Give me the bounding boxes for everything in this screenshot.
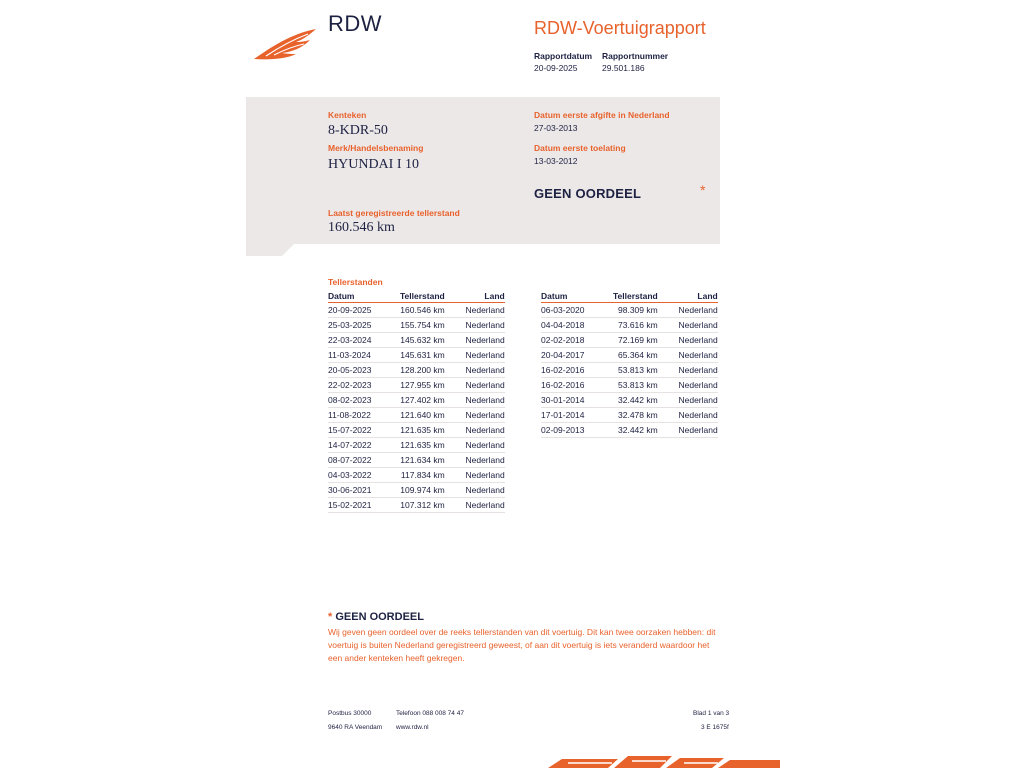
footer-stripes-icon [548, 754, 780, 768]
plate-value: 8-KDR-50 [328, 123, 388, 138]
cell-country: Nederland [658, 303, 718, 318]
table-row [328, 348, 505, 363]
cell-country: Nederland [445, 408, 505, 423]
cell-date: 16-02-2016 [541, 363, 613, 378]
cell-date: 20-09-2025 [328, 303, 400, 318]
table-row [328, 393, 505, 408]
cell-date: 06-03-2020 [541, 303, 613, 318]
cell-date: 11-08-2022 [328, 408, 400, 423]
report-date-value: 20-09-2025 [534, 63, 578, 73]
table-header-row [541, 290, 718, 303]
readings-table-right [541, 290, 718, 438]
readings-title: Tellerstanden [328, 277, 383, 287]
footnote-asterisk: * [328, 611, 333, 623]
table-row [328, 423, 505, 438]
cell-date: 16-02-2016 [541, 378, 613, 393]
cell-date: 20-05-2023 [328, 363, 400, 378]
report-title: RDW-Voertuigrapport [534, 18, 706, 38]
cell-odometer: 160.546 km [400, 303, 445, 318]
cell-odometer: 155.754 km [400, 318, 445, 333]
cell-country: Nederland [445, 438, 505, 453]
cell-odometer: 53.813 km [613, 363, 658, 378]
rdw-wing-logo-icon [252, 26, 320, 62]
table-row [541, 378, 718, 393]
odometer-label: Laatst geregistreerde tellerstand [328, 208, 460, 218]
table-row [328, 333, 505, 348]
cell-odometer: 117.834 km [400, 468, 445, 483]
cell-country: Nederland [658, 408, 718, 423]
cell-date: 30-01-2014 [541, 393, 613, 408]
cell-date: 17-01-2014 [541, 408, 613, 423]
cell-date: 02-09-2013 [541, 423, 613, 438]
cell-country: Nederland [445, 393, 505, 408]
cell-odometer: 107.312 km [400, 498, 445, 513]
table-row [328, 378, 505, 393]
first-registration-nl-label: Datum eerste afgifte in Nederland [534, 110, 670, 120]
cell-date: 08-07-2022 [328, 453, 400, 468]
first-admission-value: 13-03-2012 [534, 156, 578, 166]
table-row [328, 468, 505, 483]
column-header-date: Datum [541, 290, 613, 303]
footer-address: 9640 RA Veendam [328, 724, 383, 731]
cell-country: Nederland [445, 348, 505, 363]
cell-date: 25-03-2025 [328, 318, 400, 333]
table-row [541, 333, 718, 348]
table-row [541, 393, 718, 408]
table-row [328, 363, 505, 378]
make-value: HYUNDAI I 10 [328, 157, 419, 172]
cell-country: Nederland [658, 423, 718, 438]
cell-country: Nederland [445, 318, 505, 333]
footnote-title-text: GEEN OORDEEL [335, 611, 424, 623]
cell-date: 15-07-2022 [328, 423, 400, 438]
cell-date: 04-03-2022 [328, 468, 400, 483]
table-row [541, 348, 718, 363]
cell-date: 22-03-2024 [328, 333, 400, 348]
cell-odometer: 32.442 km [613, 423, 658, 438]
odometer-value: 160.546 km [328, 220, 395, 235]
cell-country: Nederland [445, 378, 505, 393]
cell-odometer: 72.169 km [613, 333, 658, 348]
table-row [328, 453, 505, 468]
table-row [541, 363, 718, 378]
cell-odometer: 121.635 km [400, 423, 445, 438]
report-number-label: Rapportnummer [602, 51, 669, 61]
cell-odometer: 128.200 km [400, 363, 445, 378]
cell-country: Nederland [658, 348, 718, 363]
cell-country: Nederland [658, 363, 718, 378]
footer-document-code: 3 E 1675f [701, 724, 729, 731]
column-header-date: Datum [328, 290, 400, 303]
cell-odometer: 98.309 km [613, 303, 658, 318]
footnote-title [328, 611, 424, 623]
footnote-text: Wij geven geen oordeel over de reeks tellerstanden van dit voertuig. Dit kan twee oorzaken hebben: dit voertuig is buiten Nederland geregistreerd geweest, of aan dit voertuig is iets veranderd waardoor het een ander kenteken heeft gekregen. [328, 627, 716, 663]
cell-odometer: 121.635 km [400, 438, 445, 453]
verdict-text: GEEN OORDEEL [534, 186, 642, 201]
cell-date: 11-03-2024 [328, 348, 400, 363]
cell-country: Nederland [658, 333, 718, 348]
cell-date: 14-07-2022 [328, 438, 400, 453]
cell-odometer: 121.634 km [400, 453, 445, 468]
column-header-odometer: Tellerstand [613, 291, 658, 301]
footer-postbus: Postbus 30000 [328, 710, 372, 717]
cell-country: Nederland [445, 468, 505, 483]
cell-odometer: 65.364 km [613, 348, 658, 363]
cell-odometer: 109.974 km [400, 483, 445, 498]
table-row [328, 408, 505, 423]
brand-name: RDW [328, 11, 383, 36]
cell-country: Nederland [658, 393, 718, 408]
table-row [328, 498, 505, 513]
cell-country: Nederland [445, 333, 505, 348]
cell-date: 20-04-2017 [541, 348, 613, 363]
cell-odometer: 127.955 km [400, 378, 445, 393]
cell-date: 22-02-2023 [328, 378, 400, 393]
panel-tab-decoration [246, 244, 294, 256]
cell-country: Nederland [445, 303, 505, 318]
cell-odometer: 145.632 km [400, 333, 445, 348]
column-header-country: Land [658, 290, 718, 303]
footer-phone: Telefoon 088 008 74 47 [396, 710, 464, 717]
cell-date: 02-02-2018 [541, 333, 613, 348]
column-header-country: Land [445, 290, 505, 303]
table-row [328, 303, 505, 318]
plate-label: Kenteken [328, 110, 367, 120]
cell-odometer: 145.631 km [400, 348, 445, 363]
cell-odometer: 127.402 km [400, 393, 445, 408]
footer-website-link[interactable]: www.rdw.nl [396, 724, 429, 731]
table-row [328, 438, 505, 453]
make-label: Merk/Handelsbenaming [328, 143, 424, 153]
first-registration-nl-value: 27-03-2013 [534, 123, 578, 133]
cell-odometer: 32.478 km [613, 408, 658, 423]
table-header-row [328, 290, 505, 303]
cell-date: 15-02-2021 [328, 498, 400, 513]
cell-date: 30-06-2021 [328, 483, 400, 498]
cell-country: Nederland [658, 318, 718, 333]
verdict-asterisk: * [700, 182, 706, 198]
table-row [328, 483, 505, 498]
cell-date: 08-02-2023 [328, 393, 400, 408]
cell-country: Nederland [445, 498, 505, 513]
report-number-value: 29.501.186 [602, 63, 645, 73]
cell-country: Nederland [445, 483, 505, 498]
readings-table-left [328, 290, 505, 513]
table-row [541, 408, 718, 423]
cell-country: Nederland [445, 363, 505, 378]
cell-odometer: 121.640 km [400, 408, 445, 423]
first-admission-label: Datum eerste toelating [534, 143, 626, 153]
cell-odometer: 32.442 km [613, 393, 658, 408]
cell-country: Nederland [658, 378, 718, 393]
cell-date: 04-04-2018 [541, 318, 613, 333]
cell-odometer: 53.813 km [613, 378, 658, 393]
table-row [541, 423, 718, 438]
table-row [328, 318, 505, 333]
footer-page-number: Blad 1 van 3 [693, 710, 730, 717]
report-date-label: Rapportdatum [534, 51, 593, 61]
column-header-odometer: Tellerstand [400, 291, 445, 301]
cell-country: Nederland [445, 423, 505, 438]
cell-odometer: 73.616 km [613, 318, 658, 333]
cell-country: Nederland [445, 453, 505, 468]
table-row [541, 303, 718, 318]
table-row [541, 318, 718, 333]
